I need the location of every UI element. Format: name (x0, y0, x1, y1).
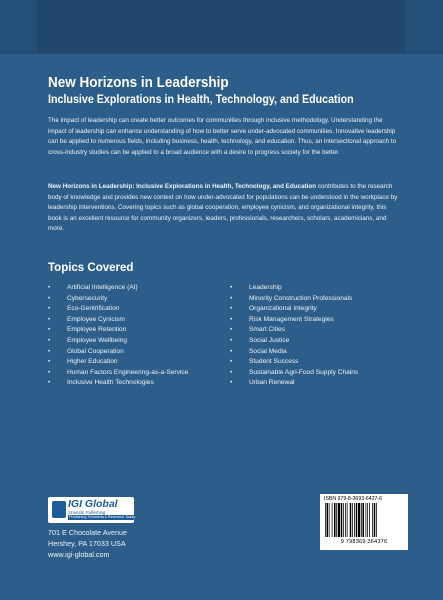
barcode-bar (327, 503, 329, 537)
barcode-bar (361, 503, 362, 537)
isbn-label: ISBN 979-8-3693-6437-6 (324, 496, 382, 502)
topic-label: Organizational Integrity (249, 305, 317, 313)
barcode-bar (356, 503, 358, 537)
topic-item (48, 294, 238, 305)
bullet-icon: • (48, 294, 51, 302)
bullet-icon: • (230, 336, 233, 344)
barcode-bar (345, 503, 346, 537)
topic-item (48, 347, 238, 358)
barcode-bar (358, 503, 360, 537)
bullet-icon: • (230, 294, 233, 302)
topic-item (230, 315, 420, 326)
topic-label: Leadership (249, 284, 282, 291)
topics-heading: Topics Covered (48, 262, 134, 274)
bullet-icon: • (48, 315, 51, 323)
topic-label: Human Factors Engineering-as-a-Service (67, 368, 189, 376)
cover-top-panel (37, 0, 405, 54)
bullet-icon: • (48, 284, 51, 291)
barcode-bar (332, 503, 333, 537)
publisher-logo (48, 497, 134, 523)
topic-label: Minority Construction Professionals (249, 294, 353, 302)
topic-label: Sustainable Agri-Food Supply Chains (249, 368, 359, 376)
barcode-box (320, 494, 408, 550)
bullet-icon: • (48, 358, 51, 366)
topic-label: Social Justice (249, 336, 290, 344)
topic-item (48, 357, 238, 368)
topic-item (230, 357, 420, 368)
bullet-icon: • (230, 347, 233, 355)
title-block (48, 74, 418, 108)
topic-label: Employee Wellbeing (67, 336, 127, 344)
topic-item (230, 304, 420, 315)
barcode-bar (341, 503, 343, 537)
description-paragraph-2-text: contributes to the research body of knowledge and provides new context on how under-advocated for populations can be understood in the workplace by leadership interventions. Covering topics such as global cooperation, employee cynicism, and organizational integrity, this book is an excellent resource for community organizers, leaders, professionals, researchers, scholars, academicians, and more. (48, 183, 398, 232)
bullet-icon: • (48, 368, 51, 376)
bullet-icon: • (48, 336, 51, 344)
topic-label: Smart Cities (249, 326, 285, 334)
topic-label: Employee Cynicism (67, 315, 125, 323)
bullet-icon: • (230, 358, 233, 366)
topic-label: Risk Management Strategies (249, 315, 334, 323)
barcode-bar (338, 503, 340, 537)
topic-label: Inclusive Health Technologies (67, 379, 154, 387)
bullet-icon: • (230, 379, 233, 387)
barcode-bar (350, 503, 352, 537)
barcode-bar (372, 503, 373, 537)
barcode-bar (347, 503, 348, 537)
barcode-bar (363, 503, 365, 537)
barcode-bar (376, 503, 377, 537)
address-line-2: Hershey, PA 17033 USA (48, 539, 126, 548)
topic-item (48, 336, 238, 347)
topic-label: Higher Education (67, 358, 118, 366)
bullet-icon: • (230, 305, 233, 313)
topic-label: Social Media (249, 347, 287, 355)
bullet-icon: • (230, 326, 233, 334)
barcode-bar (336, 503, 337, 537)
barcode-bar (329, 503, 330, 537)
barcode-bar (367, 503, 368, 537)
topic-item (230, 368, 420, 379)
publisher-logo-subtext: Scientific Publishing (68, 510, 106, 515)
barcode-bar (354, 503, 355, 537)
bullet-icon: • (48, 305, 51, 313)
bullet-icon: • (48, 379, 51, 387)
topic-label: Artificial Intelligence (AI) (67, 284, 138, 291)
barcode-bar (343, 503, 344, 537)
topic-item (230, 294, 420, 305)
bullet-icon: • (48, 326, 51, 334)
topic-label: Eco-Gentrification (67, 305, 120, 313)
publisher-logo-text: IGI Global (68, 498, 118, 510)
description-paragraph-1: The impact of leadership can create better outcomes for communities through inclusive methodology. Understanding the impact of leadership can enhance understanding of how to better serve under-advocated communities. Innovative leadership can be applied to numerous fields, including business, health, technology, and education. Thus, an intersectional approach to cross-industry studies can be applied to a broad audience with a desire to progress society for the better. (48, 117, 397, 156)
topic-item (230, 283, 420, 294)
topic-label: Cybersecurity (67, 294, 108, 302)
topic-item (48, 304, 238, 315)
publisher-address (48, 527, 127, 560)
barcode-number: 9 798369 364376 (340, 539, 388, 545)
topic-item (48, 368, 238, 379)
book-subtitle: Inclusive Explorations in Health, Technology, and Education (48, 94, 354, 106)
topic-item (48, 315, 238, 326)
barcode-bar (374, 503, 376, 537)
barcode-icon (324, 503, 404, 539)
topic-item (230, 325, 420, 336)
description-book-title: New Horizons in Leadership: Inclusive Explorations in Health, Technology, and Education (48, 183, 317, 190)
topic-item (230, 378, 420, 389)
topic-label: Global Cooperation (67, 347, 124, 355)
bullet-icon: • (230, 284, 233, 291)
barcode-bar (366, 503, 367, 537)
barcode-bar (369, 503, 370, 537)
publisher-website: www.igi-global.com (48, 550, 110, 559)
topic-label: Urban Renewal (249, 379, 295, 387)
topic-item (48, 378, 238, 389)
barcode-bar (325, 503, 326, 537)
barcode-bar (334, 503, 336, 537)
topic-item (230, 336, 420, 347)
topic-label: Employee Retention (67, 326, 127, 334)
bullet-icon: • (230, 368, 233, 376)
topic-item (48, 283, 238, 294)
address-line-1: 701 E Chocolate Avenue (48, 528, 127, 537)
book-title: New Horizons in Leadership (48, 75, 229, 91)
description-paragraph-2 (48, 182, 400, 235)
topics-list-right (230, 283, 420, 389)
topic-item (48, 325, 238, 336)
publisher-logo-icon (52, 501, 66, 518)
topics-list-left (48, 283, 238, 389)
topic-item (230, 347, 420, 358)
bullet-icon: • (48, 347, 51, 355)
publisher-logo-tagline: Publishing Tomorrow's Research Today (69, 515, 136, 519)
barcode-bar (352, 503, 353, 537)
bullet-icon: • (230, 315, 233, 323)
topic-label: Student Success (249, 358, 299, 366)
